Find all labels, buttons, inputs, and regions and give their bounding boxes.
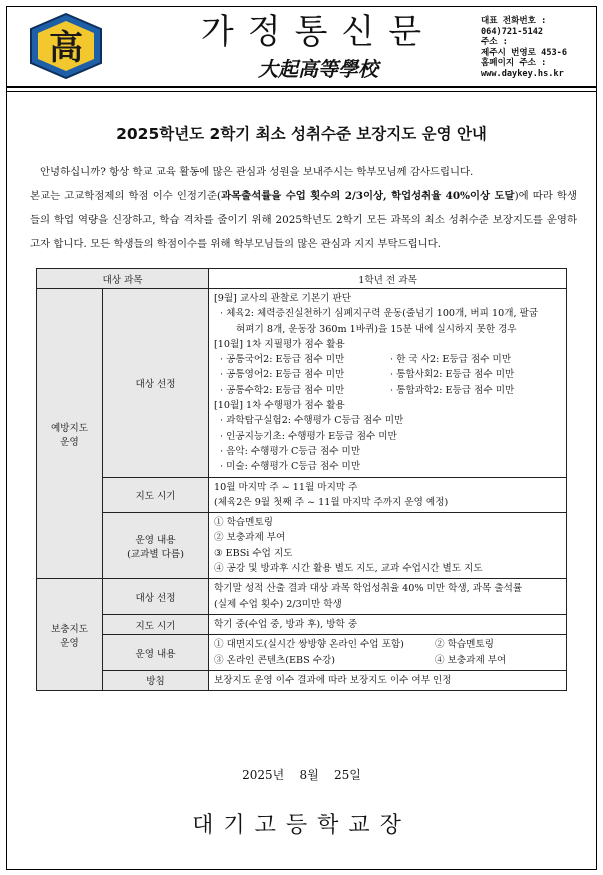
table-row bbox=[37, 670, 567, 690]
newsletter-header bbox=[8, 8, 595, 86]
homepage-label: 홈페이지 주소 : bbox=[481, 58, 547, 68]
supp-time-value: 학기 중(수업 중, 방과 후), 방학 중 bbox=[209, 614, 567, 634]
phone-label: 대표 전화번호 : bbox=[481, 16, 547, 26]
ops-item: ④ 보충과제 부여 bbox=[435, 654, 507, 666]
ops-pair bbox=[214, 653, 561, 668]
ops-item: ③ EBSi 수업 지도 bbox=[214, 547, 293, 559]
table-row bbox=[37, 289, 567, 478]
ops-item: ② 학습멘토링 bbox=[435, 639, 494, 651]
greeting: 안녕하십니까? 항상 학교 교육 활동에 많은 관심과 성원을 보내주시는 학부모님께 감사드립니다. bbox=[40, 166, 474, 178]
supp-select-detail bbox=[209, 579, 567, 615]
header-divider bbox=[6, 86, 597, 88]
prevent-ops-label bbox=[103, 513, 209, 579]
exam-item: · 공통수학2: E등급 점수 미만 bbox=[220, 384, 345, 396]
perf-item: · 인공지능기초: 수행평가 E등급 점수 미만 bbox=[220, 430, 397, 442]
exam-pair bbox=[214, 367, 561, 382]
header-label: 대상 과목 bbox=[37, 269, 209, 289]
perf-item: · 미술: 수행평가 C등급 점수 미만 bbox=[220, 461, 361, 473]
detail-line: 혀펴기 8개, 운동장 360m 1바퀴)을 15분 내에 실시하지 못한 경우 bbox=[236, 323, 517, 335]
supp-select-label: 대상 선정 bbox=[103, 579, 209, 615]
prevent-select-detail bbox=[209, 289, 567, 478]
ops-item: ① 학습멘토링 bbox=[214, 517, 273, 529]
contact-info bbox=[481, 16, 595, 79]
table-row bbox=[37, 635, 567, 671]
table-row bbox=[37, 579, 567, 615]
detail-line: [10월] 1차 지필평가 점수 활용 bbox=[214, 338, 345, 350]
detail-line: · 체육2: 체력증진실천하기 심폐지구력 운동(줄넘기 100개, 버피 10개, 팔굽 bbox=[220, 308, 539, 320]
principal-signature: 대기고등학교장 bbox=[192, 813, 411, 838]
table-row bbox=[37, 477, 567, 513]
detail-line: (실제 수업 횟수) 2/3미만 학생 bbox=[214, 598, 342, 610]
detail-line: 학기말 성적 산출 결과 대상 과목 학업성취율 40% 미만 학생, 과목 출석률 bbox=[214, 583, 523, 595]
exam-item: · 공통국어2: E등급 점수 미만 bbox=[220, 354, 345, 366]
prevent-time-detail bbox=[209, 477, 567, 513]
ops-item: ① 대면지도(실시간 쌍방향 온라인 수업 포함) bbox=[214, 639, 404, 651]
exam-pair bbox=[214, 383, 561, 398]
para-part1: 본교는 고교학점제의 학점 이수 인정기준( bbox=[30, 190, 222, 202]
perf-item: · 과학탐구실험2: 수행평가 C등급 점수 미만 bbox=[220, 415, 404, 427]
prevent-ops-detail bbox=[209, 513, 567, 579]
newsletter-title: 가정통신문 bbox=[200, 12, 436, 52]
ops-item: ② 보충과제 부여 bbox=[214, 532, 286, 544]
prevent-label: 예방지도 운영 bbox=[37, 289, 103, 579]
table-row bbox=[37, 513, 567, 579]
school-logo-icon bbox=[30, 13, 102, 79]
main-paragraph bbox=[30, 184, 577, 256]
notice-body bbox=[30, 160, 577, 256]
exam-item: · 통합사회2: E등급 점수 미만 bbox=[390, 369, 515, 381]
address-label: 주소 : bbox=[481, 37, 508, 47]
supp-ops-detail bbox=[209, 635, 567, 671]
ops-item: ④ 공강 및 방과후 시간 활용 별도 지도, 교과 수업시간 별도 지도 bbox=[214, 563, 483, 575]
exam-item: · 공통영어2: E등급 점수 미만 bbox=[220, 369, 345, 381]
school-name: 大起高等學校 bbox=[258, 57, 378, 81]
supp-time-label: 지도 시기 bbox=[103, 614, 209, 634]
plan-table bbox=[36, 268, 567, 691]
exam-item: · 한 국 사2: E등급 점수 미만 bbox=[390, 354, 512, 366]
ops-label-line: 운영 내용 bbox=[135, 534, 176, 546]
exam-item: · 통합과학2: E등급 점수 미만 bbox=[390, 384, 515, 396]
detail-line: [9월] 교사의 관찰로 기본기 판단 bbox=[214, 293, 351, 304]
supp-policy-label: 방침 bbox=[103, 670, 209, 690]
homepage-link[interactable]: www.daykey.hs.kr bbox=[481, 68, 564, 79]
table-row bbox=[37, 269, 567, 289]
ops-item: ③ 온라인 콘텐츠(EBS 수강) bbox=[214, 654, 335, 666]
notice-title: 2025학년도 2학기 최소 성취수준 보장지도 운영 안내 bbox=[116, 125, 487, 143]
notice-date: 2025년 8월 25일 bbox=[242, 768, 361, 782]
table-row bbox=[37, 614, 567, 634]
detail-line: (체육2은 9월 첫째 주 ~ 11월 마지막 주까지 운영 예정) bbox=[214, 496, 449, 508]
logo-char: 高 bbox=[49, 28, 83, 68]
supplement-label: 보충지도 운영 bbox=[37, 579, 103, 691]
supp-policy-value: 보장지도 운영 이수 결과에 따라 보장지도 이수 여부 인정 bbox=[209, 670, 567, 690]
ops-label-line: (교과별 다름) bbox=[127, 548, 184, 560]
perf-item: · 음악: 수행평가 C등급 점수 미만 bbox=[220, 445, 361, 457]
detail-line: 10월 마지막 주 ~ 11월 마지막 주 bbox=[214, 481, 358, 493]
phone: 064)721-5142 bbox=[481, 26, 544, 37]
para-bold: 과목출석률을 수업 횟수의 2/3이상, 학업성취율 40%이상 도달 bbox=[221, 190, 515, 202]
header-value: 1학년 전 과목 bbox=[209, 269, 567, 289]
prevent-time-label: 지도 시기 bbox=[103, 477, 209, 513]
header-divider-thin bbox=[6, 91, 597, 92]
exam-pair bbox=[214, 352, 561, 367]
prevent-select-label: 대상 선정 bbox=[103, 289, 209, 478]
ops-pair bbox=[214, 637, 561, 652]
detail-line: [10월] 1차 수행평가 점수 활용 bbox=[214, 400, 345, 412]
address: 제주시 번영로 453-6 bbox=[481, 47, 568, 58]
para-part2: )에 따라 학생들의 학업 역량을 신장하고, 학습 격차를 줄이기 위해 2025학년도 2학기 모든 과목의 최소 성취수준 보장지도를 운영하고자 합니다. 모든 학생들의 학점이수를 위해 학부모님들의 많은 관심과 지지 부탁드립니다. bbox=[30, 190, 577, 250]
supp-ops-label: 운영 내용 bbox=[103, 635, 209, 671]
